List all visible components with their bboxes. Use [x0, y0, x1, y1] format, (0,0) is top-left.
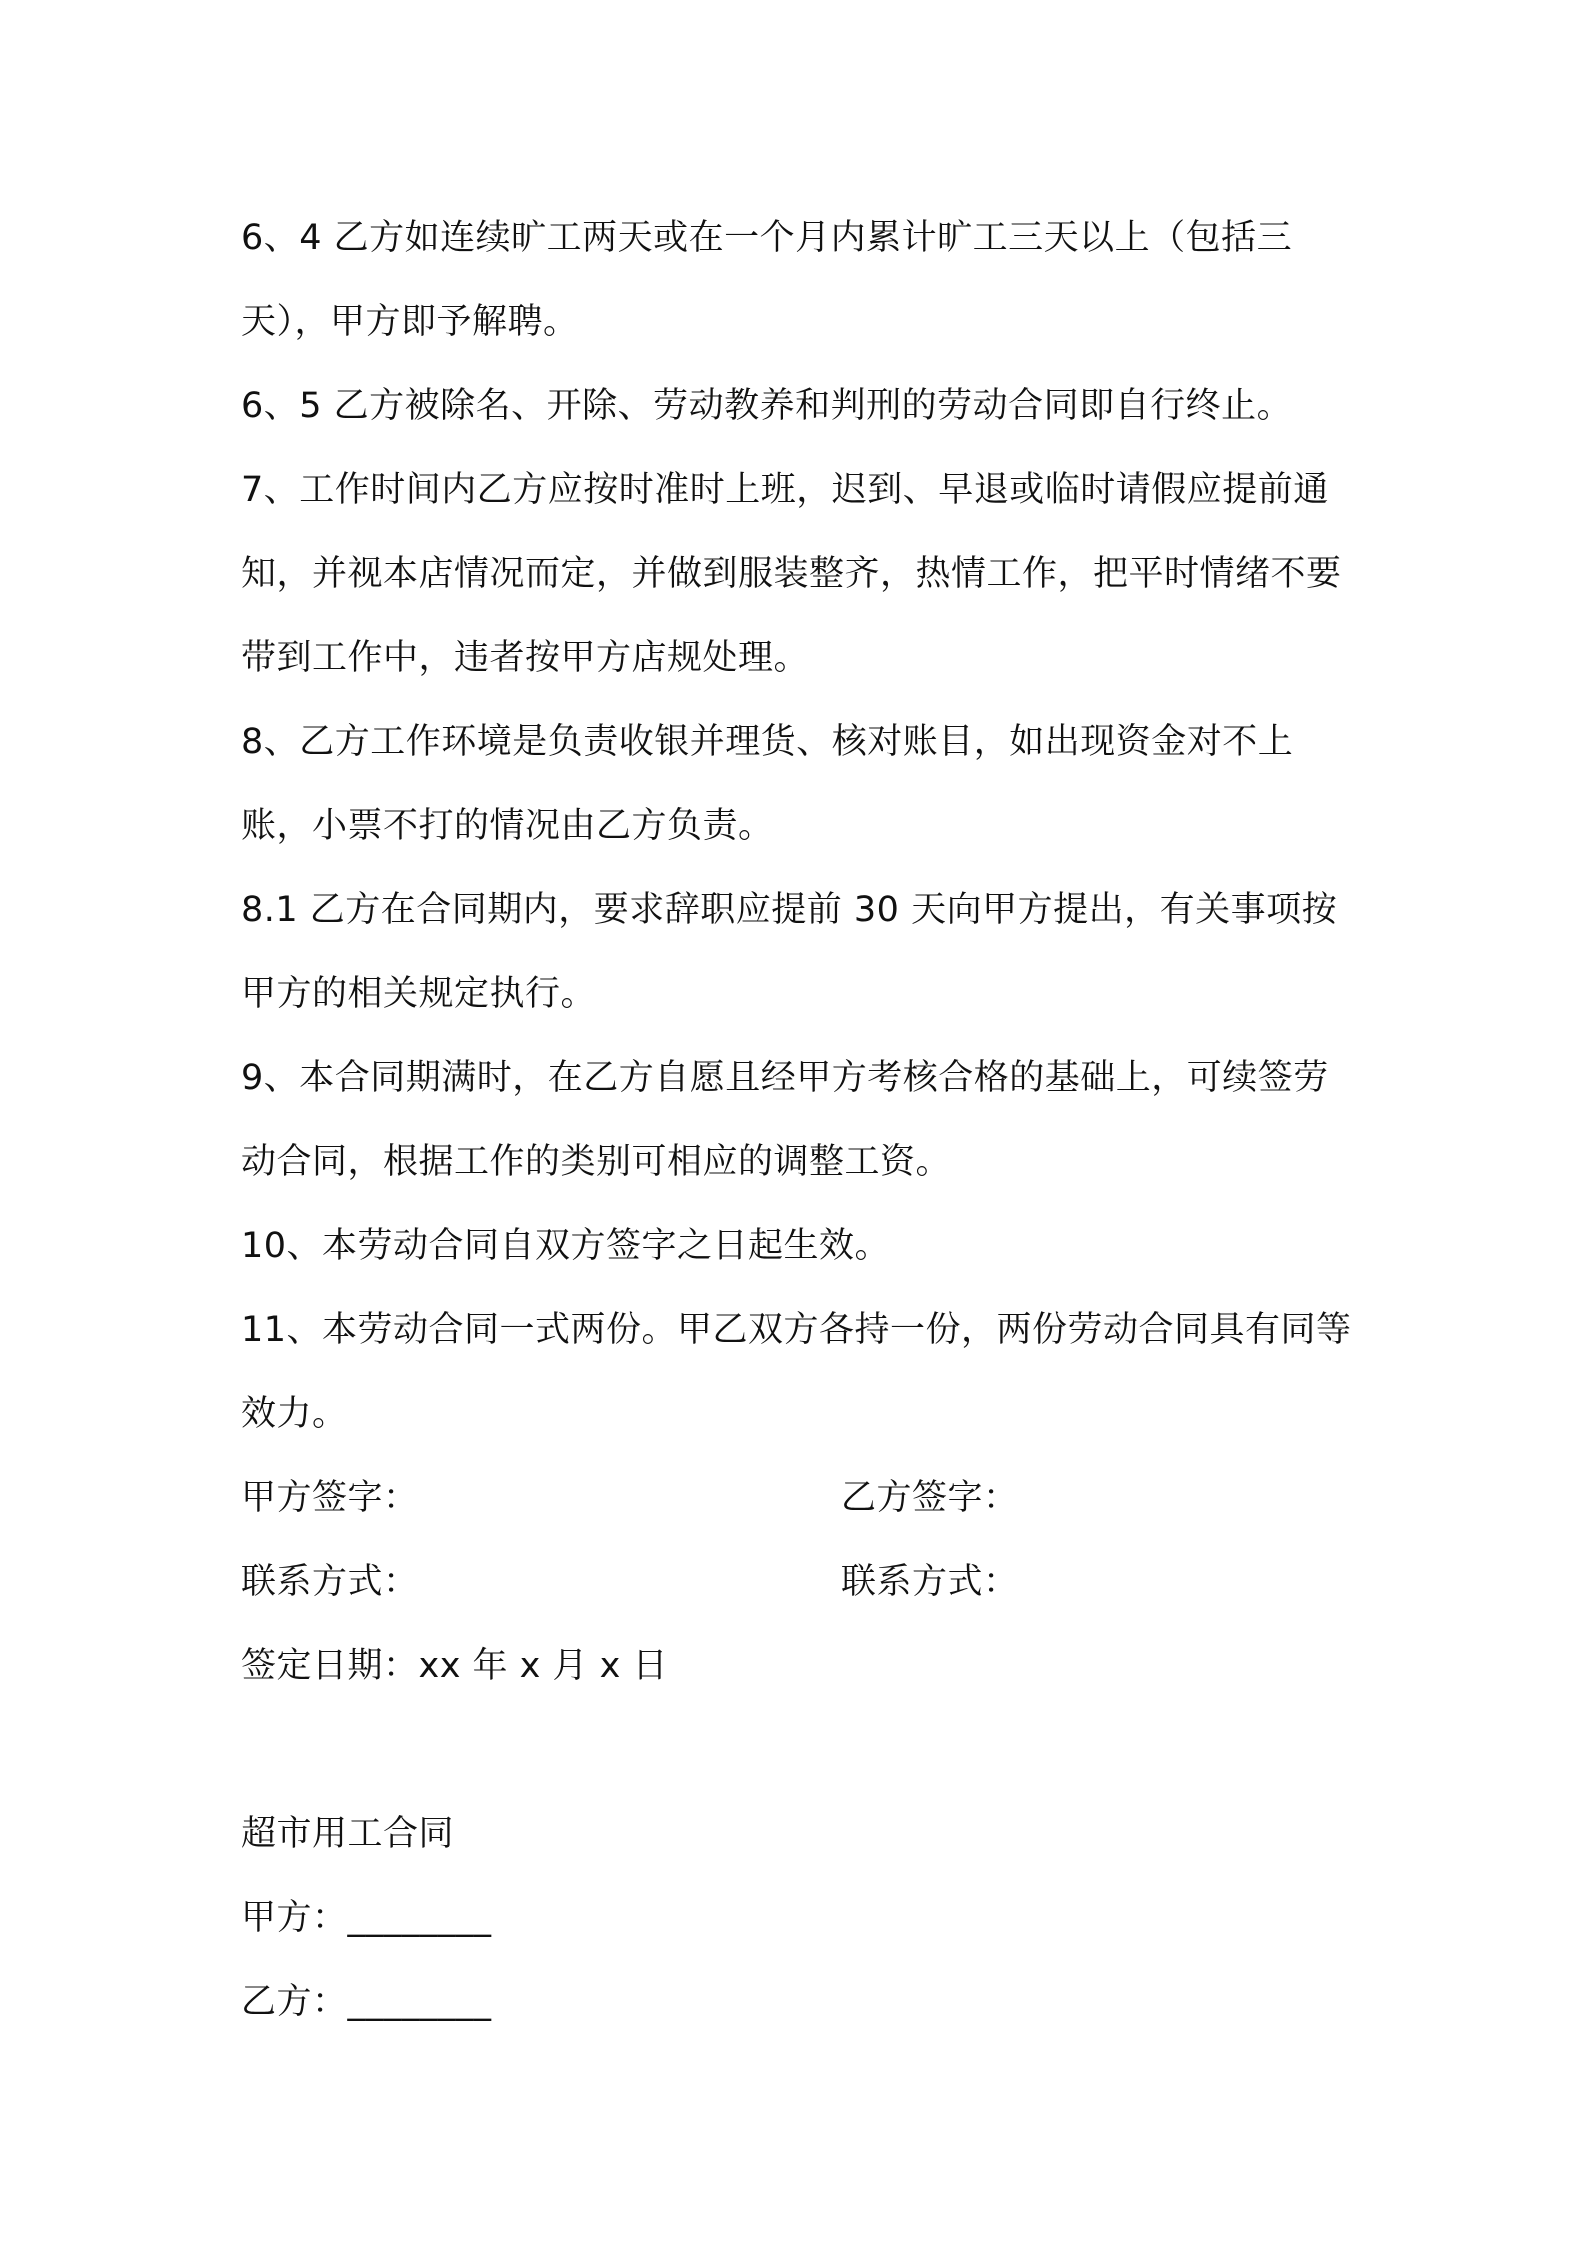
document-body — [241, 196, 1361, 2044]
next-contract-party-a: 甲方：________ — [241, 1898, 492, 1938]
contact-row — [241, 1540, 1361, 1624]
clause-6-4: 6、4 乙方如连续旷工两天或在一个月内累计旷工三天以上（包括三天），甲方即予解聘。 — [241, 218, 1293, 342]
clause-7: 7、工作时间内乙方应按时准时上班，迟到、早退或临时请假应提前通知，并视本店情况而定，并做到服装整齐，热情工作，把平时情绪不要带到工作中，违者按甲方店规处理。 — [241, 470, 1342, 678]
next-contract-party-b: 乙方：________ — [241, 1982, 492, 2022]
party-b-signature-label: 乙方签字： — [841, 1478, 1019, 1518]
signature-row — [241, 1456, 1361, 1540]
party-b-contact-label: 联系方式： — [841, 1562, 1019, 1602]
clause-8-1: 8.1 乙方在合同期内，要求辞职应提前 30 天向甲方提出，有关事项按甲方的相关规定执行。 — [241, 890, 1338, 1014]
clause-10: 10、本劳动合同自双方签字之日起生效。 — [241, 1226, 891, 1266]
party-a-contact-label: 联系方式： — [241, 1562, 419, 1602]
clause-6-5: 6、5 乙方被除名、开除、劳动教养和判刑的劳动合同即自行终止。 — [241, 386, 1293, 426]
party-a-signature-label: 甲方签字： — [241, 1478, 419, 1518]
next-contract-title: 超市用工合同 — [241, 1814, 455, 1854]
clause-11: 11、本劳动合同一式两份。甲乙双方各持一份，两份劳动合同具有同等效力。 — [241, 1310, 1352, 1434]
clause-8: 8、乙方工作环境是负责收银并理货、核对账目，如出现资金对不上账，小票不打的情况由乙方负责。 — [241, 722, 1294, 846]
section-spacer — [241, 1708, 1361, 1792]
sign-date: 签定日期：xx 年 x 月 x 日 — [241, 1646, 668, 1686]
clause-9: 9、本合同期满时，在乙方自愿且经甲方考核合格的基础上，可续签劳动合同，根据工作的类别可相应的调整工资。 — [241, 1058, 1329, 1182]
